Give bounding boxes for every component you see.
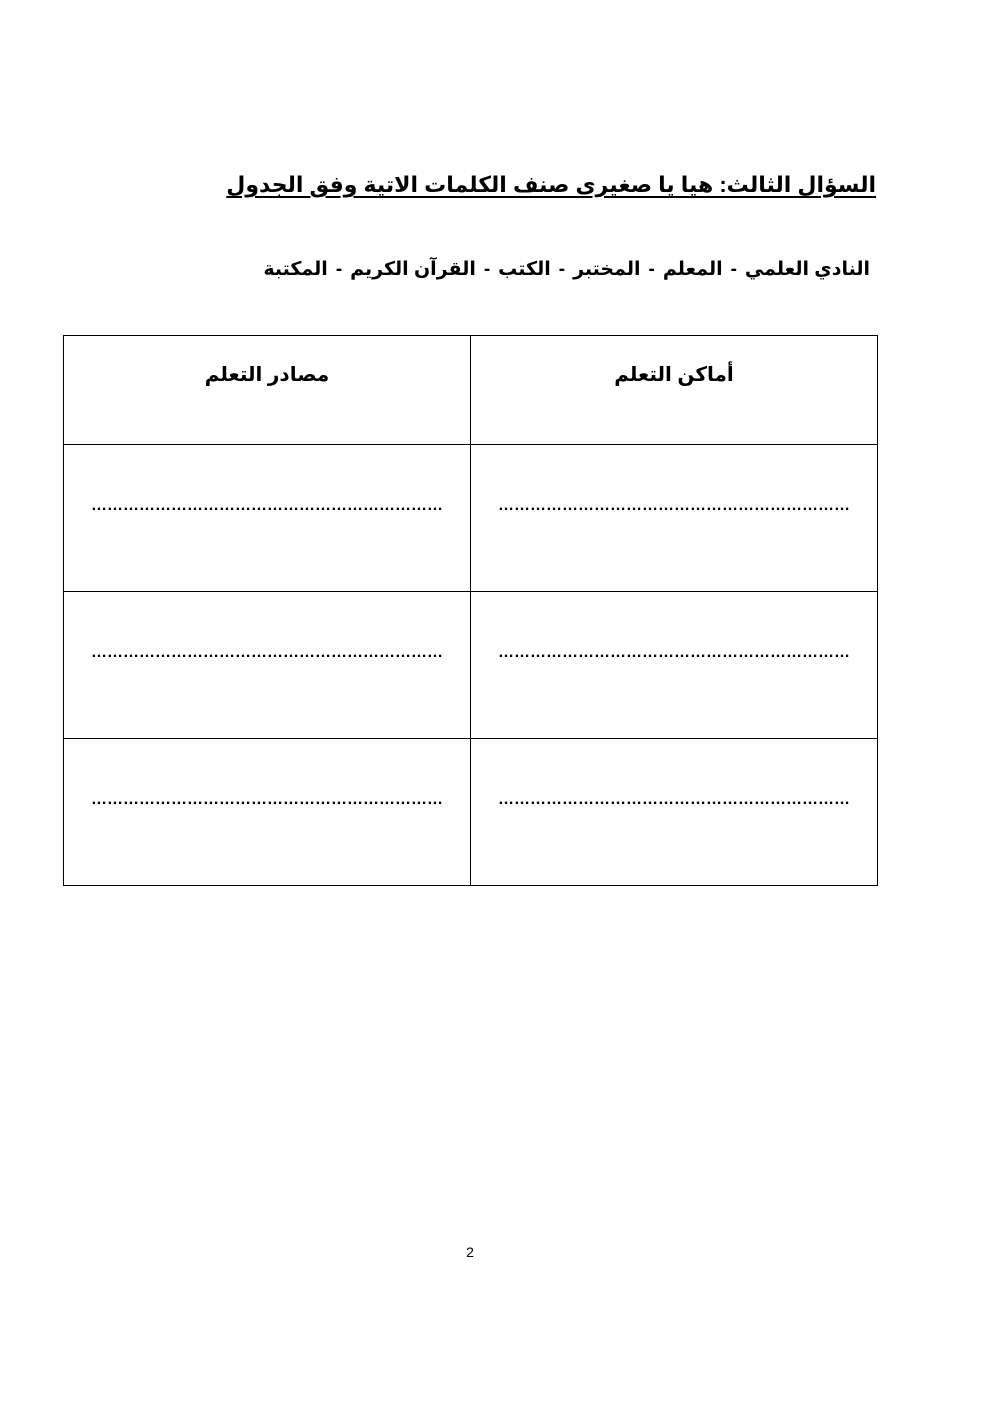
question-title: السؤال الثالث: هيا يا صغيرى صنف الكلمات الاتية وفق الجدول: [226, 172, 876, 197]
word-bank: [263, 258, 870, 281]
answer-blank-sources[interactable]: …………………………………………………………: [64, 739, 471, 886]
word-bank-item: المعلم: [662, 259, 723, 280]
answer-blank-places[interactable]: …………………………………………………………: [471, 592, 878, 739]
answer-blank-sources[interactable]: …………………………………………………………: [64, 445, 471, 592]
table-row: [64, 592, 878, 739]
word-bank-item: المختبر: [573, 259, 641, 280]
word-separator: -: [335, 259, 343, 280]
answer-blank-places[interactable]: …………………………………………………………: [471, 445, 878, 592]
header-learning-sources: مصادر التعلم: [64, 336, 471, 445]
answer-blank-sources[interactable]: …………………………………………………………: [64, 592, 471, 739]
word-bank-item: الكتب: [498, 259, 551, 280]
word-bank-item: المكتبة: [263, 259, 328, 280]
word-separator: -: [730, 259, 737, 280]
page-number: 2: [466, 1244, 474, 1260]
classification-table: [63, 335, 878, 886]
word-separator: -: [483, 259, 491, 280]
word-separator: -: [558, 259, 566, 280]
word-bank-item: القرآن الكريم: [350, 259, 476, 280]
word-bank-item: النادي العلمي: [744, 259, 870, 280]
table-row: [64, 445, 878, 592]
answer-blank-places[interactable]: …………………………………………………………: [471, 739, 878, 886]
table-row: [64, 739, 878, 886]
header-learning-places: أماكن التعلم: [471, 336, 878, 445]
word-separator: -: [648, 259, 655, 280]
table-header-row: [64, 336, 878, 445]
